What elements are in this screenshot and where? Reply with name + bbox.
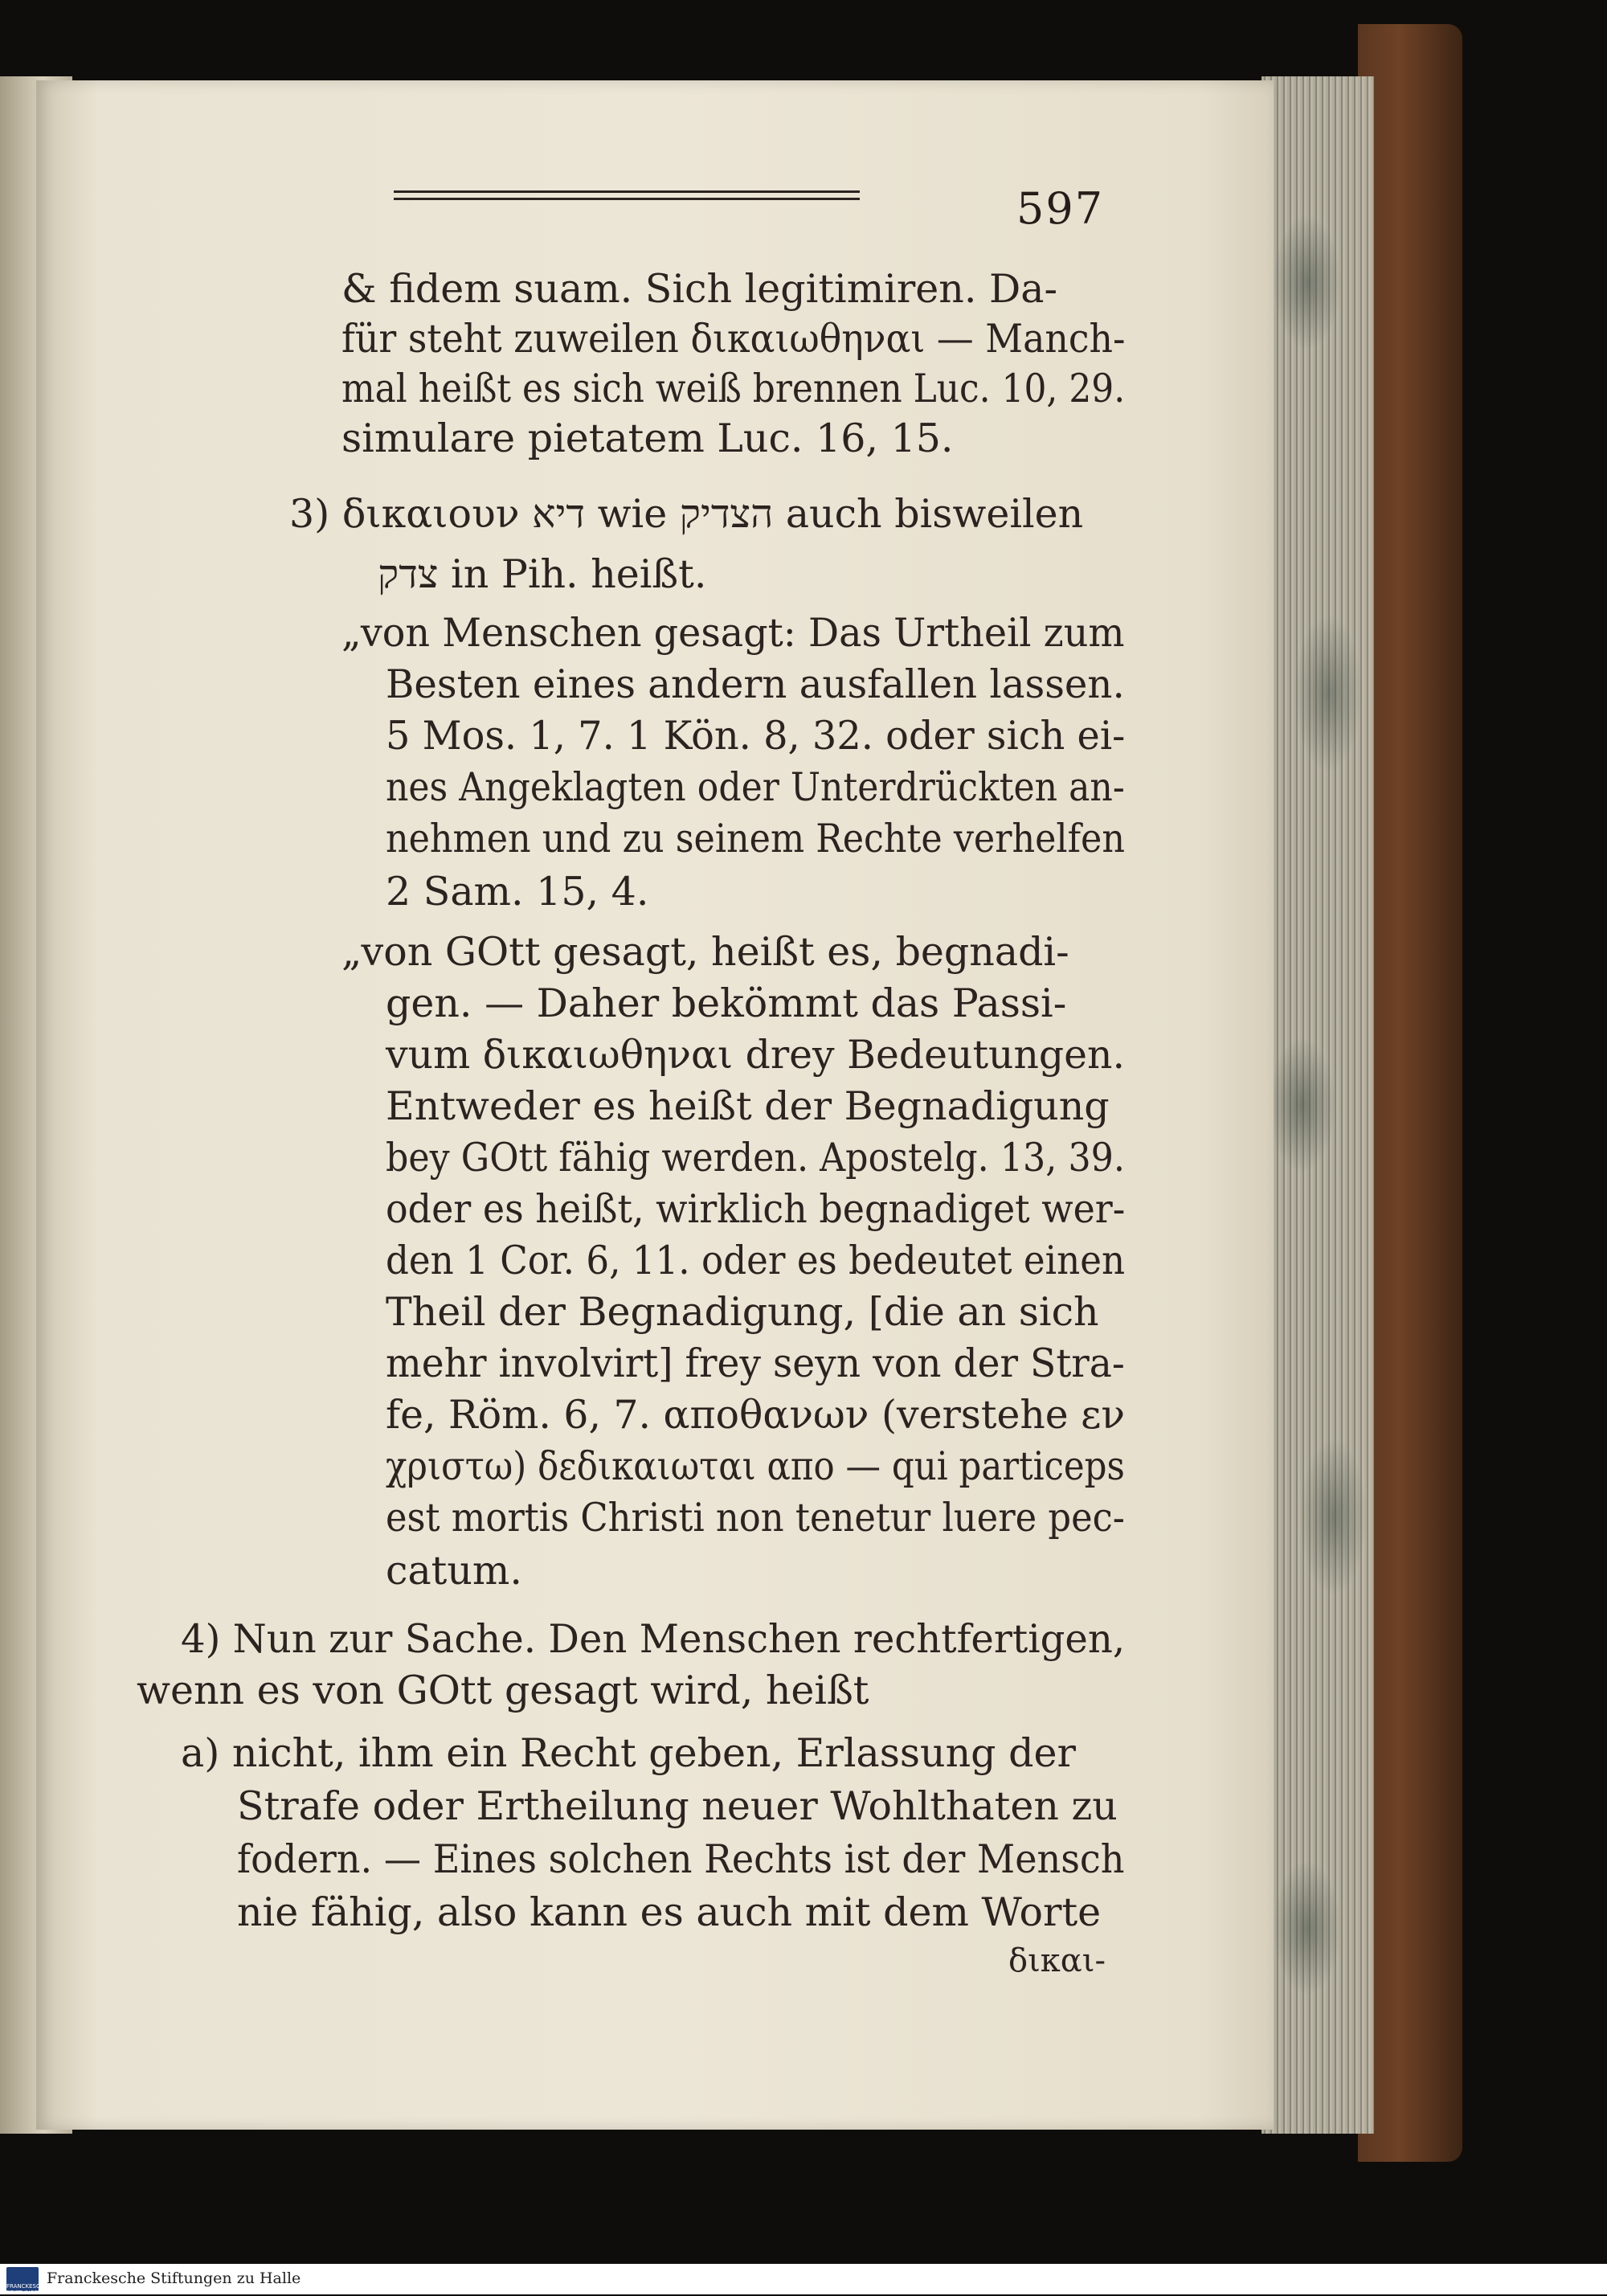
text-line: gen. — Daher bekömmt das Passi-: [386, 980, 1067, 1026]
institution-name: Franckesche Stiftungen zu Halle: [47, 2269, 301, 2287]
text-line: den 1 Cor. 6, 11. oder es bedeutet einen: [386, 1238, 1126, 1283]
text-line: 2 Sam. 15, 4.: [386, 869, 649, 915]
text-line: „von Menschen gesagt: Das Urtheil zum: [341, 610, 1125, 656]
text-line: mehr involvirt] frey seyn von der Stra-: [386, 1340, 1125, 1386]
page-number: 597: [1016, 183, 1105, 234]
text-line: Strafe oder Ertheilung neuer Wohlthaten zu: [237, 1783, 1118, 1829]
text-line: nie fähig, also kann es auch mit dem Worte: [237, 1889, 1102, 1935]
text-line: für steht zuweilen δικαιωθηναι — Manch-: [341, 316, 1126, 362]
text-line: vum δικαιωθηναι drey Bedeutungen.: [386, 1032, 1125, 1078]
text-line: catum.: [386, 1548, 522, 1594]
text-line: 5 Mos. 1, 7. 1 Kön. 8, 32. oder sich ei-: [386, 713, 1126, 759]
text-line: fe, Röm. 6, 7. αποθανων (verstehe εν: [386, 1392, 1126, 1438]
text-line: a) nicht, ihm ein Recht geben, Erlassung der: [181, 1730, 1076, 1776]
text-line: & fidem suam. Sich legitimiren. Da-: [341, 266, 1058, 312]
text-line: Theil der Begnadigung, [die an sich: [386, 1289, 1099, 1335]
text-line: χριστω) δεδικαιωται απο — qui particeps: [386, 1443, 1125, 1489]
institution-logo-icon: [6, 2267, 48, 2296]
text-line: nes Angeklagten oder Unterdrückten an-: [386, 764, 1125, 810]
page-edges-marbling: [1266, 76, 1370, 2134]
text-line: Besten eines andern ausfallen lassen.: [386, 661, 1125, 707]
text-line: 4) Nun zur Sache. Den Menschen rechtfertigen,: [181, 1616, 1126, 1662]
logo-text: FRANCKESCHE STIFTUNGEN: [6, 2283, 48, 2296]
text-line: oder es heißt, wirklich begnadiget wer-: [386, 1186, 1126, 1232]
text-line: „von GOtt gesagt, heißt es, begnadi-: [341, 929, 1069, 975]
text-line: 3) δικαιουν דיא wie הצדיק auch bisweilen: [289, 491, 1084, 537]
text-line: fodern. — Eines solchen Rechts ist der Mensch: [237, 1836, 1125, 1882]
text-line: nehmen und zu seinem Rechte verhelfen: [386, 816, 1125, 862]
text-line: bey GOtt fähig werden. Apostelg. 13, 39.: [386, 1135, 1125, 1181]
text-line: Entweder es heißt der Begnadigung: [386, 1083, 1110, 1129]
catchword: δικαι-: [1008, 1942, 1106, 1979]
text-line: wenn es von GOtt gesagt wird, heißt: [137, 1668, 869, 1713]
text-line: צדק in Pih. heißt.: [378, 551, 707, 597]
footer-bar: [0, 2264, 1607, 2294]
text-line: est mortis Christi non tenetur luere pec-: [386, 1495, 1125, 1541]
text-line: simulare pietatem Luc. 16, 15.: [341, 415, 954, 461]
text-line: mal heißt es sich weiß brennen Luc. 10, 29.: [341, 366, 1126, 411]
header-rule: [394, 190, 860, 200]
